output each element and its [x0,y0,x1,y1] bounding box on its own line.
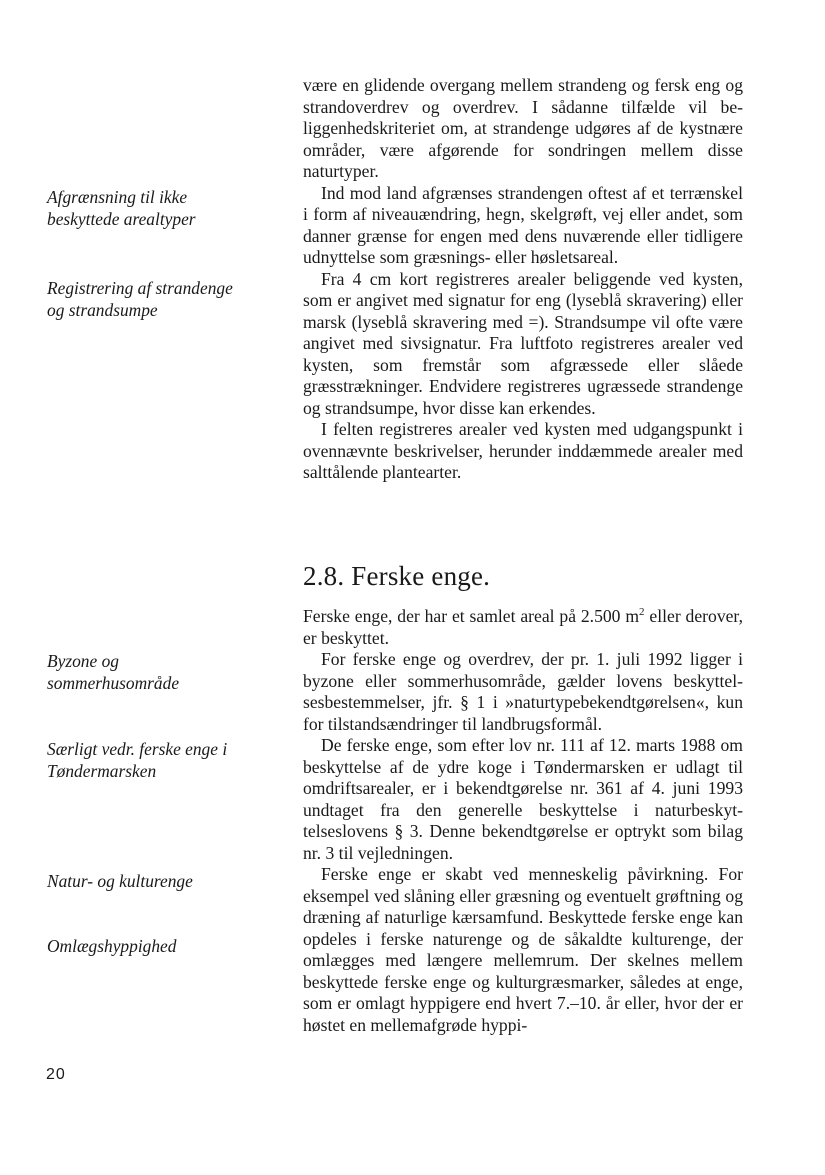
margin-note-natur-kulturenge [47,871,277,893]
margin-note-line: Registrering af strandenge [47,278,233,298]
paragraph: Fra 4 cm kort registreres arealer beliggende ved kysten, som er angivet med signatur for eng (lyseblå skravering) eller marsk (lyseblå skravering med =). Strandsumpe vil ofte være angivet med sivsignatur. Fra luftfoto registreres arealer ved kysten, som fremstår som afgræssede eller slåede græsstrækninger. Endvidere registreres ugræssede strandenge og strandsumpe, hvor disse kan erkendes. [303,268,743,418]
intro-text-end: eller derover, er beskyttet. [303,606,743,648]
paragraph: være en glidende overgang mellem strandeng og fersk eng og strandoverdrev og overdrev. I sådanne tilfælde vil beliggenhedskriteriet om, at strandenge udgøres af de kystnære områder, være afgørende for sondringen mellem disse naturtyper. [303,75,743,181]
section-heading: 2.8. Ferske enge. [303,561,491,591]
margin-note-omlaegshyppighed [47,936,277,958]
intro-paragraph [303,606,743,649]
page-number: 20 [46,1066,66,1083]
paragraph: De ferske enge, som efter lov nr. 111 af 12. marts 1988 om beskyttelse af de ydre koge i Tøndermarsken er udlagt til omdriftsarealer, er i bekendtgørelse nr. 361 af 4. juni 1993 undtaget fra den generelle beskyttelse i naturbeskyttelseslovens § 3. Denne bekendtgørelse er optrykt som bilag nr. 3 til vejledningen. [303,735,743,863]
margin-note-line: beskyttede arealtyper [47,208,196,229]
margin-note-registrering [47,278,277,321]
margin-note-line: sommerhusområde [47,672,180,693]
margin-note-line: Natur- og kulturenge [47,871,193,891]
body-text-bottom [303,606,743,1036]
paragraph: Ferske enge er skabt ved menneskelig påvirkning. For eksempel ved slåning eller græsning og eventuelt grøftning og dræning af naturlige kærsamfund. Beskyttede ferske enge kan opdeles i ferske naturenge og de såkaldte kulturenge, der omlægges med længere mellemrum. Der skelnes mellem beskyttede ferske enge og kulturgræsmarker, således at enge, som er omlagt hyppigere end hvert 7.–10. år eller, hvor der er høstet en mellemafgrøde hyppi- [303,864,743,1035]
intro-text: Ferske enge, der har et samlet areal på 2.500 m [303,606,640,626]
superscript-exponent: 2 [639,606,645,619]
margin-note-line: Afgrænsning til ikke [47,187,188,207]
margin-note-line: og strandsumpe [47,299,158,320]
margin-note-line: Særligt vedr. ferske enge i [47,739,228,759]
margin-note-afgraensning [47,187,277,230]
margin-note-toendermarsken [47,739,277,782]
paragraph: I felten registreres arealer ved kysten med udgangspunkt i ovennævnte beskrivelser, herunder inddæmmede arealer med salttålende plantearter. [303,419,743,482]
margin-note-line: Byzone og [47,651,119,671]
margin-note-line: Omlægshyppighed [47,936,177,956]
margin-note-byzone [47,651,277,694]
paragraph: Ind mod land afgrænses strandengen oftest af et terrænskel i form af niveauændring, hegn, skelgrøft, vej eller andet, som danner grænse for engen med dens nuværende eller tidligere udnyttelse som græsnings- eller høsletsareal. [303,182,743,267]
body-text-top [303,75,743,484]
margin-note-line: Tøndermarsken [47,760,157,781]
paragraph: For ferske enge og overdrev, der pr. 1. juli 1992 ligger i byzone eller sommerhusområde, gælder lovens beskyttelsesbestemmelser, jfr. § 1 i »naturtypebekendtgørelsen«, kun for tilstandsændringer til landbrugsformål. [303,649,743,734]
